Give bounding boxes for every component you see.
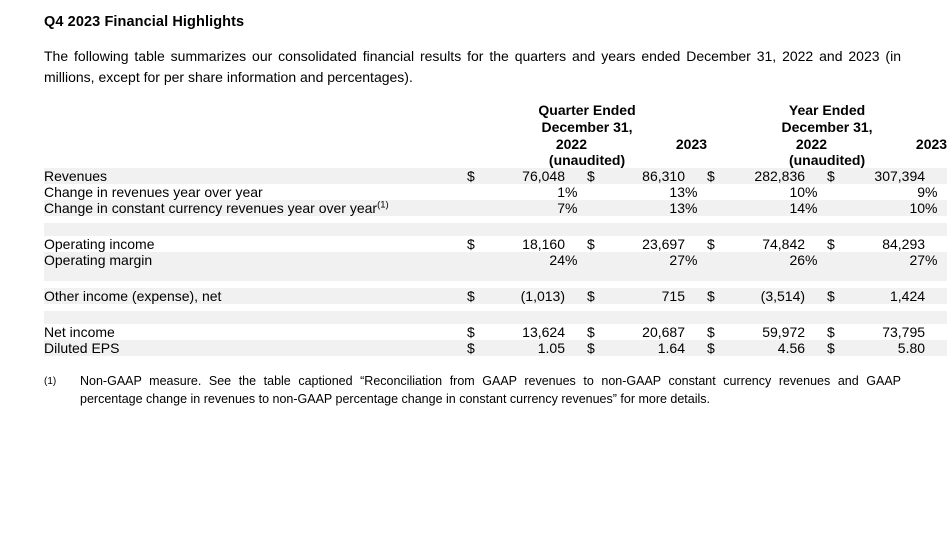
table-row xyxy=(44,252,947,268)
q2023-suffix xyxy=(685,236,707,252)
header-quarter-group xyxy=(467,102,707,136)
q2023-currency: $ xyxy=(587,236,609,252)
y2022-currency xyxy=(707,200,729,216)
y2023-suffix xyxy=(925,236,947,252)
q2022-currency: $ xyxy=(467,288,489,304)
q2023-value: 86,310 xyxy=(609,168,685,184)
spacer-row xyxy=(44,311,947,324)
q2022-suffix xyxy=(565,236,587,252)
y2022-suffix xyxy=(805,288,827,304)
table-row xyxy=(44,288,947,304)
y2022-currency: $ xyxy=(707,340,729,356)
y2023-suffix: % xyxy=(925,200,947,216)
y2023-value: 307,394 xyxy=(849,168,925,184)
q2022-currency xyxy=(467,184,489,200)
table-row xyxy=(44,340,947,356)
header-year-group xyxy=(707,102,947,136)
table-row xyxy=(44,184,947,200)
y2023-suffix: % xyxy=(925,184,947,200)
q2023-currency: $ xyxy=(587,324,609,340)
table-row xyxy=(44,324,947,340)
y2022-suffix xyxy=(805,168,827,184)
spacer-row xyxy=(44,304,947,311)
y2023-value: 9 xyxy=(849,184,925,200)
header-quarter-line2: December 31, xyxy=(541,119,633,135)
q2022-currency xyxy=(467,200,489,216)
q2023-value: 715 xyxy=(609,288,685,304)
y2023-currency: $ xyxy=(827,324,849,340)
y2023-suffix xyxy=(925,168,947,184)
table-body xyxy=(44,168,947,356)
footnote-marker: (1) xyxy=(44,376,57,387)
y2022-value: 282,836 xyxy=(729,168,805,184)
spacer-row xyxy=(44,216,947,223)
header-unaudited-quarter: (unaudited) xyxy=(548,152,626,168)
q2022-value: (1,013) xyxy=(489,288,565,304)
q2022-currency: $ xyxy=(467,236,489,252)
y2023-suffix xyxy=(925,324,947,340)
q2023-suffix xyxy=(685,168,707,184)
q2022-suffix: % xyxy=(565,184,587,200)
q2023-suffix xyxy=(685,288,707,304)
y2023-value: 5.80 xyxy=(849,340,925,356)
q2022-currency: $ xyxy=(467,168,489,184)
y2022-value: 26 xyxy=(729,252,805,268)
y2022-value: 10 xyxy=(729,184,805,200)
q2022-value: 7 xyxy=(489,200,565,216)
q2023-currency xyxy=(587,252,609,268)
q2022-currency: $ xyxy=(467,340,489,356)
q2022-value: 76,048 xyxy=(489,168,565,184)
footnote-ref: (1) xyxy=(377,199,389,211)
y2022-value: (3,514) xyxy=(729,288,805,304)
row-label-text: Change in constant currency revenues year over year xyxy=(44,200,378,216)
y2022-suffix: % xyxy=(805,200,827,216)
y2022-suffix xyxy=(805,324,827,340)
q2022-value: 18,160 xyxy=(489,236,565,252)
spacer-row xyxy=(44,223,947,236)
y2022-currency: $ xyxy=(707,236,729,252)
y2023-currency xyxy=(827,184,849,200)
table-row xyxy=(44,168,947,184)
header-year-line2: December 31, xyxy=(781,119,873,135)
intro-paragraph: The following table summarizes our consolidated financial results for the quarters and years ended December 31, 2022 and 2023 (in millions, except for per share information and percentages). xyxy=(44,48,901,85)
table-header-unaudited-row xyxy=(44,152,947,168)
table-header-years-row xyxy=(44,136,947,152)
y2022-suffix: % xyxy=(805,252,827,268)
header-spacer-2 xyxy=(44,136,467,152)
y2022-suffix xyxy=(805,340,827,356)
y2023-currency: $ xyxy=(827,340,849,356)
y2022-suffix: % xyxy=(805,184,827,200)
q2022-currency xyxy=(467,252,489,268)
q2023-value: 13 xyxy=(609,200,685,216)
y2022-value: 14 xyxy=(729,200,805,216)
y2023-value: 1,424 xyxy=(849,288,925,304)
q2022-value: 13,624 xyxy=(489,324,565,340)
q2023-currency: $ xyxy=(587,340,609,356)
y2022-currency: $ xyxy=(707,288,729,304)
y2023-value: 84,293 xyxy=(849,236,925,252)
footnote-body: Non-GAAP measure. See the table captioned “Reconciliation from GAAP revenues to non-GAAP constant currency revenues and GAAP percentage change in revenues to non-GAAP percentage change in constant currency revenues” for more details. xyxy=(80,374,901,406)
row-label xyxy=(44,200,467,216)
header-year-2023: 2023 xyxy=(915,136,947,152)
table-row xyxy=(44,236,947,252)
q2023-suffix xyxy=(685,324,707,340)
y2023-value: 27 xyxy=(849,252,925,268)
y2022-currency xyxy=(707,252,729,268)
q2022-value: 1 xyxy=(489,184,565,200)
spacer-row xyxy=(44,268,947,281)
q2023-value: 27 xyxy=(609,252,685,268)
q2022-value: 24 xyxy=(489,252,565,268)
q2023-value: 20,687 xyxy=(609,324,685,340)
y2022-value: 74,842 xyxy=(729,236,805,252)
header-quarter-2022: 2022 xyxy=(555,136,587,152)
y2023-value: 10 xyxy=(849,200,925,216)
y2023-suffix xyxy=(925,288,947,304)
q2023-currency: $ xyxy=(587,168,609,184)
footnote xyxy=(44,372,901,408)
page-title: Q4 2023 Financial Highlights xyxy=(44,14,245,30)
y2022-value: 59,972 xyxy=(729,324,805,340)
header-quarter-2023: 2023 xyxy=(675,136,708,152)
q2022-suffix xyxy=(565,340,587,356)
header-unaudited-year: (unaudited) xyxy=(788,152,866,168)
spacer-row xyxy=(44,281,947,288)
y2023-suffix: % xyxy=(925,252,947,268)
q2022-value: 1.05 xyxy=(489,340,565,356)
row-label: Change in revenues year over year xyxy=(44,184,467,200)
table-row xyxy=(44,200,947,216)
q2023-currency: $ xyxy=(587,288,609,304)
y2022-currency: $ xyxy=(707,168,729,184)
q2023-suffix: % xyxy=(685,252,707,268)
y2023-currency: $ xyxy=(827,288,849,304)
y2022-value: 4.56 xyxy=(729,340,805,356)
q2023-suffix: % xyxy=(685,200,707,216)
q2022-suffix xyxy=(565,288,587,304)
row-label: Operating margin xyxy=(44,252,467,268)
q2022-currency: $ xyxy=(467,324,489,340)
y2022-suffix xyxy=(805,236,827,252)
y2022-currency: $ xyxy=(707,324,729,340)
y2023-value: 73,795 xyxy=(849,324,925,340)
row-label: Other income (expense), net xyxy=(44,288,467,304)
q2022-suffix xyxy=(565,324,587,340)
q2023-currency xyxy=(587,200,609,216)
q2023-suffix: % xyxy=(685,184,707,200)
header-spacer xyxy=(44,102,467,136)
header-spacer-3 xyxy=(44,152,467,168)
y2023-currency xyxy=(827,200,849,216)
table-header-group-row xyxy=(44,102,947,136)
q2022-suffix: % xyxy=(565,252,587,268)
q2023-value: 13 xyxy=(609,184,685,200)
q2023-value: 23,697 xyxy=(609,236,685,252)
y2023-currency: $ xyxy=(827,168,849,184)
q2022-suffix: % xyxy=(565,200,587,216)
y2022-currency xyxy=(707,184,729,200)
header-quarter-line1: Quarter Ended xyxy=(538,102,636,118)
q2023-suffix xyxy=(685,340,707,356)
header-year-2022: 2022 xyxy=(795,136,828,152)
q2023-value: 1.64 xyxy=(609,340,685,356)
row-label: Operating income xyxy=(44,236,467,252)
q2022-suffix xyxy=(565,168,587,184)
y2023-currency: $ xyxy=(827,236,849,252)
row-label: Diluted EPS xyxy=(44,340,467,356)
row-label: Net income xyxy=(44,324,467,340)
y2023-suffix xyxy=(925,340,947,356)
financial-highlights-table xyxy=(44,102,947,356)
header-year-line1: Year Ended xyxy=(788,102,866,118)
row-label: Revenues xyxy=(44,168,467,184)
q2023-currency xyxy=(587,184,609,200)
y2023-currency xyxy=(827,252,849,268)
